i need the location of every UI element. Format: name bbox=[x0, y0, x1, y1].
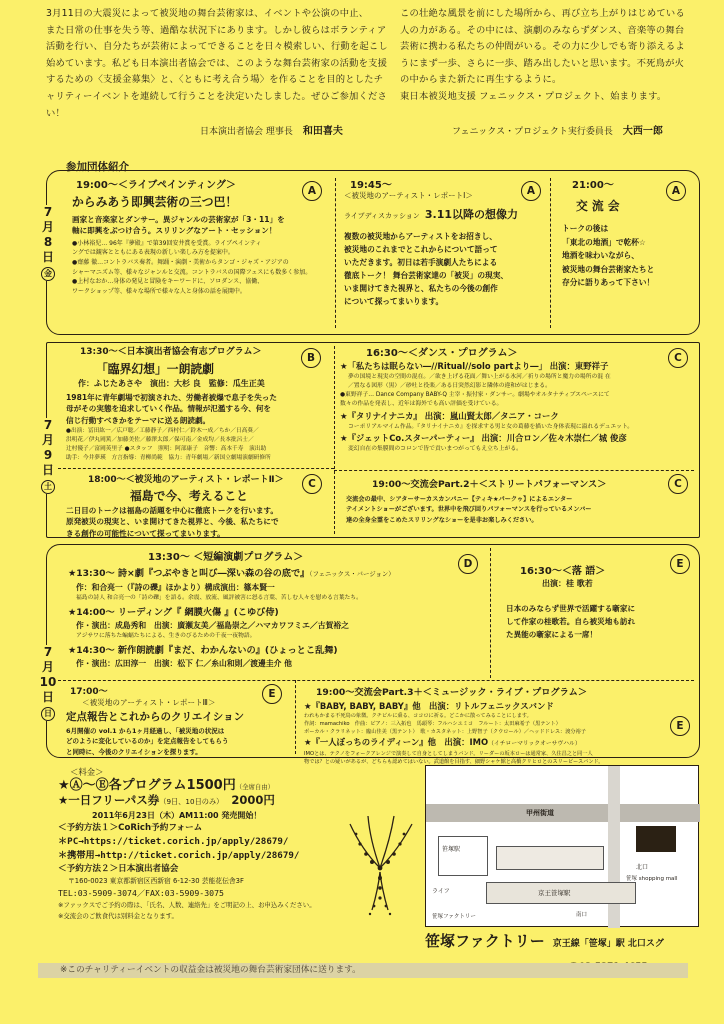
event-artist-report-1: 19:45～ ＜被災地のアーティスト・レポートⅠ＞ ライブディスカッション 3.11以降の想像力 複数の被災地からアーティストをお招きし、 被災地のこれまでとこれからについて語って いただきます。初日は若手演劇人たちによる 徹底トーク！ 舞台芸術家達の「被災」の現実、 いま開けてきた視界と、私たちの今後の創作 について探ってまいります。 bbox=[344, 180, 519, 306]
divider bbox=[58, 680, 694, 681]
map-road bbox=[426, 804, 700, 822]
badge-a: A bbox=[521, 181, 541, 201]
divider bbox=[490, 548, 491, 678]
dow-circle: 金 bbox=[41, 267, 55, 281]
badge-c: C bbox=[668, 348, 688, 368]
event-live-painting: 19:00～＜ライブペインティング＞ からみあう即興芸術の三つ巴！ 画家と音楽家とダンサー。異ジャンルの芸術家が「3・11」を 軸に即興をぶつけ合う。スリリングなアート・セッション！ ●小林裕児… 96年『夢殿』で第39回安井賞を受賞。ライブペインティ ングでは観客とともにある表現の新しい楽しみ方を提案中。 ●齋藤 徹…コントラバス奏者。舞踊・演劇・美術からタンゴ・ジャズ・アジアの シャーマニズム等、様々なジャンルと交流。コントラバスの国際フェスにも数多く参加。 ●上村なおか…身体の発見と冒険をキーワードに、ソロダンス、協働、 ワークショップ等、様々な場所で様々な人と身体の話を展開中。 bbox=[72, 176, 332, 332]
event-title: からみあう即興芸術の三つ巴！ bbox=[72, 195, 238, 209]
venue-info: 笹塚ファクトリー 京王線「笹塚」駅 北口スグ bbox=[425, 932, 664, 950]
badge-a: A bbox=[666, 181, 686, 201]
badge-a: A bbox=[302, 181, 322, 201]
map-building bbox=[438, 836, 488, 876]
badge-e: E bbox=[670, 716, 690, 736]
section-title: 参加団体紹介 bbox=[66, 161, 129, 173]
date-july10: 7 月 10 日 日 bbox=[37, 645, 59, 721]
badge-b: B bbox=[301, 348, 321, 368]
event-street-performance: 19:00～交流会Part.2＋＜ストリートパフォーマンス＞ 交流会の最中、シアターサーカスカンパニー【ティキ★パークゥ】によるエンター テイメントショーがございます。世界中を飛び回りパフォーマンスを行っているメンバー 達の全身全霊をこめたスリリングなショーを是非お楽しみください。 bbox=[346, 479, 607, 524]
mobile-booking-link[interactable]: ＊携帯用→http://ticket.corich.jp/apply/28679/ bbox=[58, 849, 300, 861]
badge-c: C bbox=[302, 474, 322, 494]
dow-circle: 日 bbox=[41, 707, 55, 721]
event-social-1: 21:00～ 交 流 会 トークの後は 「東北の地酒」で乾杯☆ 地酒を味わいながら、 被災地の舞台芸術家たちと 存分に語りあって下さい！ bbox=[562, 180, 655, 288]
fee-section: ＜料金＞ ★Ⓐ～Ⓔ各プログラム1500円（全席自由） ★一日フリーパス券（9日、10日のみ） 2000円 2011年6月23日（木）AM11:00 発売開始！ ＜予約方法１＞CoRich予約フォーム ＊PC→https://ticket.corich.jp/apply/28679/ ＊携帯用→http://ticket.corich.jp/apply/28679/ ＜予約方法２＞日本演出者協会 〒160-0023 東京都新宿区西新宿 6-12-30 芸能花伝舎3F TEL:03-5909-3074／FAX:03-5909-3075 ※ファックスでご予約の際は、「氏名、人数、連絡先」をご明記の上、お申込みください。 ※交流会のご飲食代は別料金となります。 bbox=[58, 766, 398, 922]
event-short-plays: 13:30～ ＜短編演劇プログラム＞ ★13:30～ 詩×劇『つぶやきと叫び―深い森の谷の底で』（フェニックス・バージョン） 作：和合亮一（『詩の礫』ほかより）構成演出：篠本賢一 福島の詩人 和合亮一の「詩の礫」を語る。余震、放流、風評被害に怒る言葉、苦しむ人々を慰める言葉たち。 ★14:00～ リーディング『 網膜火傷 』(こゆび侍) 作・演出：成島秀和 出演：廣瀬友美／福島崇之／ハマカワフミエ／古賀裕之 アジサワに落ちた蝙蝠たちによる、生きのびるための千夜一夜物語。 ★14:30～ 新作朗読劇『まだ、わかんないの』(ひょっとこ乱舞) 作・演出：広田淳一 出演：松下 仁／糸山和則／渡邊圭介 他 bbox=[68, 552, 395, 668]
badge-c: C bbox=[668, 474, 688, 494]
date-july8: 7 月 8 日 金 bbox=[37, 205, 59, 281]
event-artist-report-3: 17:00～ ＜被災地のアーティスト・レポートⅢ＞ 定点報告とこれからのクリエイション 6月開催の vol.1 から1ヶ月経過し、「被災地の状況は どのように変化しているのか」を定点報告をしてもらう と同時に、今後のクリエイションを探ります。 bbox=[66, 687, 245, 756]
map-mall bbox=[496, 846, 604, 870]
intro-left-text: 3月11日の大震災によって被災地の舞台芸術家は、イベントや公演の中止、 また日常の仕事を失う等、過酷な状況下にあります。しかし彼らはボランティア活動を行い、自分たちが芸術によってできることを日々模索しい、行動を起こし始めています。私ども日本演出者協会では、このような舞台芸術家の活動を支援するための〈支援金募集〉と、〈ともに考え合う場〉を作ることを目的としたチャリティーイベントを連続して行うことを決定いたしました。ぜひご参加ください！ bbox=[46, 8, 388, 119]
event-rakugo: 16:30～＜落 語＞ 出演：桂 歌若 日本のみならず世界で活躍する噺家に して作家の桂歌若。自ら被災地も訪れ た異能の噺家による一席！ bbox=[506, 566, 636, 639]
intro-left-signature: 日本演出者協会 理事長 和田喜夫 bbox=[200, 126, 343, 137]
intro-left bbox=[46, 6, 390, 122]
phoenix-illustration bbox=[342, 810, 422, 920]
divider bbox=[58, 468, 334, 469]
intro-right-signature: フェニックス・プロジェクト実行委員長 大西一郎 bbox=[452, 126, 663, 137]
dow-circle: 土 bbox=[41, 480, 55, 494]
badge-e: E bbox=[262, 684, 282, 704]
intro-right-text: この壮絶な風景を前にした場所から、再び立ち上がりはじめている人の力がある。その中には、演劇のみならずダンス、音楽等の舞台芸術に携わる私たちの仲間がいる。その力に少しでも寄り添えるようにまず一歩、さらに一歩、踏み出したいと思います。不死鳥が火の中からまた新たに再生するように。 東日本被災地支援 フェニックス・プロジェクト、始まります。 bbox=[400, 8, 685, 102]
map-venue-marker bbox=[636, 826, 676, 852]
event-artist-report-2: 18:00～＜被災地のアーティスト・レポートⅡ＞ 福島で今、考えること 二日目のトークは福島の話題を中心に徹底トークを行います。 原発被災の現実と、いま開けてきた視界と、今後、私たちにで きる創作の可能性について探ってまいります。 bbox=[66, 475, 284, 538]
divider bbox=[295, 680, 296, 754]
event-dance-program: 16:30～＜ダンス・プログラム＞ ★「私たちは眠らない―//Ritual//solo partより―」 出演：東野祥子 夢の国境と現実の空間の混在。／欲き上げる花面／舞い上がる氷河／祈りの場所と魔力の場所の混 在 ／置なる図形（黒）／砂吐と役楽／ある日突然幻影と隣体の違和がはじまる。 ●東野祥子… Dance Company BABY-Q 主宰・振付家・ダンサー。劇場やオルタナティブスペースにて 数々の作品を発表し、近年は海外でも高い評価を受けている。 ★『タリナイナニカ』 出演：嵐山賢太郎／タニア・コーク コーポリアルマイム作品。『タリナイナニカ』を探求する男と女の葛藤を描いた身体表現に溢れるデュエット。 ★『ジェットCo.スターパーティー』 出演：川合ロン／佐々木崇仁／城 俊彦 変幻自在の集膜間のコロンで皆で貢いまつがってもえ立ち上がる。 bbox=[340, 348, 634, 452]
event-reading-play: 13:30～＜日本演出者協会有志プログラム＞ 「臨界幻想」一朗読劇 作：ふじたあさや 演出：大杉 良 監修：瓜生正美 1981年に青年劇場で初演された、労働者被爆で息子を失った 母がその実態を追求していく作品。情報が氾濫する今、何を 信じ行動すべきかをテーマに送る朗読劇。 ●出演：冨田紘一／広戸聡／工藤静子／西村仁／鈴木一成／ちか／日高葵／ 洪明花／伊丸岡篤／加藤美佐／藤澤太郎／保可南／金成均／長本批呂士／ 辻村優子／富岡英里子 ●スタッフ 照明：阿部康子 音響：高本千寿 演出助 助手：今井夢瑛 方言指導：青柳尚範 協力：青年劇場／新国立劇場演劇研修所 bbox=[66, 347, 277, 462]
pc-booking-link[interactable]: ＊PC→https://ticket.corich.jp/apply/28679/ bbox=[58, 835, 289, 847]
divider bbox=[335, 178, 336, 328]
divider bbox=[550, 178, 551, 328]
intro-right bbox=[400, 6, 690, 106]
charity-note: ※このチャリティーイベントの収益金は被災地の舞台芸術家団体に送ります。 bbox=[38, 963, 688, 978]
event-music-live: 19:00～交流会Part.3＋＜ミュージック・ライブ・プログラム＞ ★『BABY, BABY, BABY』他 出演：リトルフェニックスバンド われもかまる不死鳥の象徴。クチビルに乗る、ココロに祈る。どこかに散ってみることにします。 作詞：mamachiko 作曲：ピアノ：三入拓也 馬頭琴：フルハシユミコ フルート：太田麻希子（黒テント） ボーカル・クラリネット：臨山佳美（黒テント） 歌・カスタネット：上野智子（クウロール）／ヘッドドレス：渡分裕子 ★『一人ぼっちのライディーン』他 出演：IMO（イチローマリックオーサヴハル） IMOとは、テクノをフォークアレンジで演奏して自身としてしまうバンド。リーダーの坂本ローは通常家、久住昌之と同一人 物では？との疑いがあるが、どちらも認めてはいない。武道館を目指す、細野シャケ館と高橋クリヒロとのスリーピースバンド。 bbox=[304, 687, 604, 766]
badge-d: D bbox=[458, 554, 478, 574]
date-july9: 7 月 9 日 土 bbox=[37, 418, 59, 494]
divider bbox=[334, 346, 335, 534]
venue-name: 笹塚ファクトリー bbox=[425, 932, 545, 950]
venue-map: 甲州街道 笹塚駅 ライフ 笹塚 shopping mall 京王笹塚駅 北口 南口 笹塚ファクトリー bbox=[425, 765, 699, 927]
divider bbox=[334, 470, 694, 471]
badge-e: E bbox=[670, 554, 690, 574]
